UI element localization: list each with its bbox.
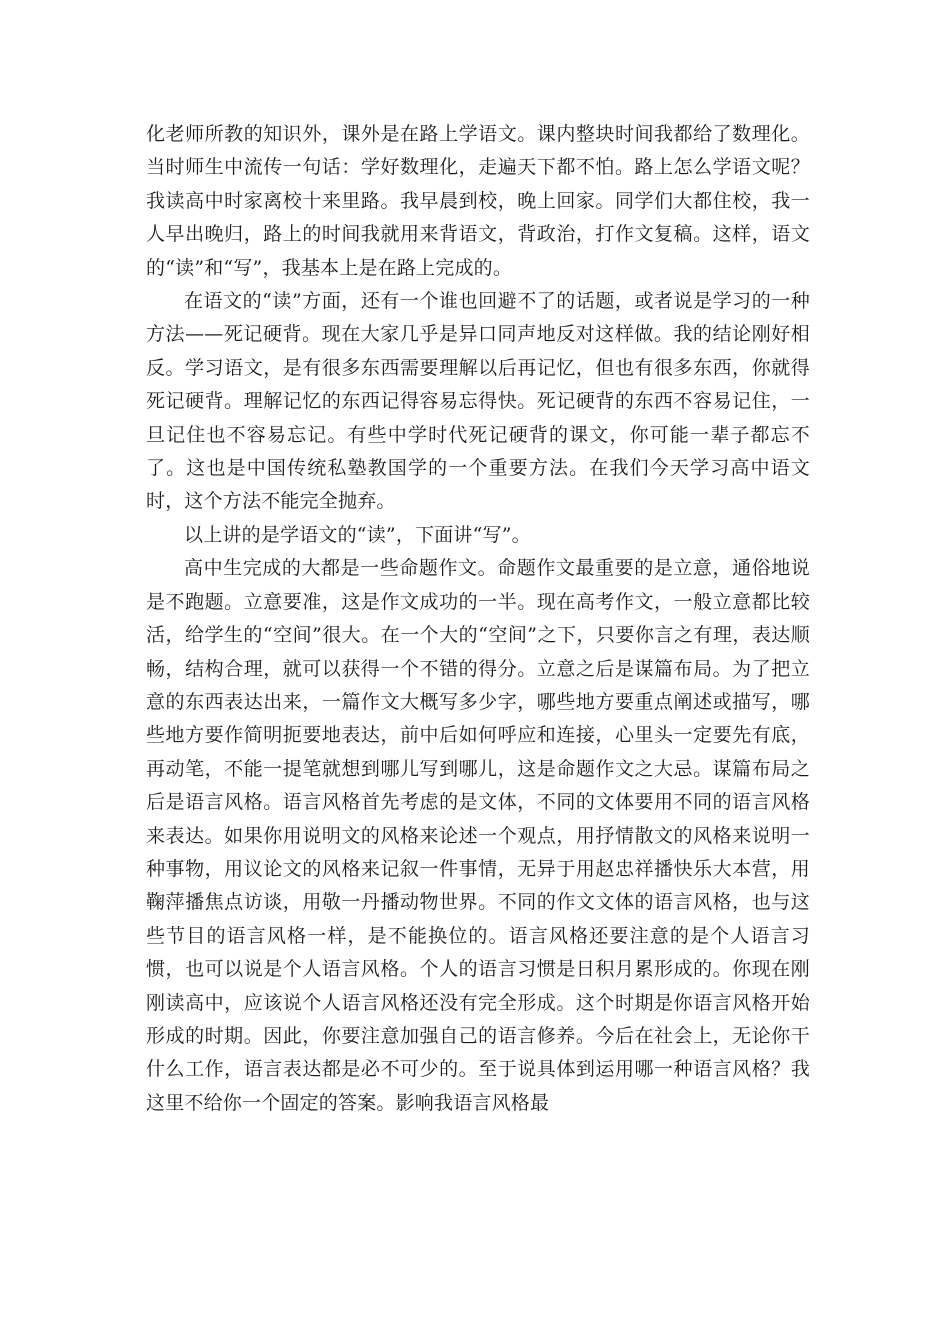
paragraph-transition: 以上讲的是学语文的“读”，下面讲“写”。 <box>184 523 531 546</box>
document-body <box>146 118 810 1120</box>
paragraph-writing: 高中生完成的大都是一些命题作文。命题作文最重要的是立意，通俗地说是不跑题。立意要准，这是作文成功的一半。现在高考作文，一般立意都比较活，给学生的“空间”很大。在一个大的“空间”之下，只要你言之有理，表达顺畅，结构合理，就可以获得一个不错的得分。立意之后是谋篇布局。为了把立意的东西表达出来，一篇作文大概写多少字，哪些地方要重点阐述或描写，哪些地方要作简明扼要地表达，前中后如何呼应和连接，心里头一定要先有底，再动笔，不能一提笔就想到哪儿写到哪儿，这是命题作文之大忌。谋篇布局之后是语言风格。语言风格首先考虑的是文体，不同的文体要用不同的语言风格来表达。如果你用说明文的风格来论述一个观点，用抒情散文的风格来说明一种事物，用议论文的风格来记叙一件事情，无异于用赵忠祥播快乐大本营，用鞠萍播焦点访谈，用敬一丹播动物世界。不同的作文文体的语言风格，也与这些节目的语言风格一样，是不能换位的。语言风格还要注意的是个人语言习惯，也可以说是个人语言风格。个人的语言习惯是日积月累形成的。你现在刚刚读高中，应该说个人语言风格还没有完全形成。这个时期是你语言风格开始形成的时期。因此，你要注意加强自己的语言修养。今后在社会上，无论你干什么工作，语言表达都是必不可少的。至于说具体到运用哪一种语言风格？我这里不给你一个固定的答案。影响我语言风格最 <box>146 557 810 1114</box>
paragraph-rote-memorization: 在语文的“读”方面，还有一个谁也回避不了的话题，或者说是学习的一种方法——死记硬背。现在大家几乎是异口同声地反对这样做。我的结论刚好相反。学习语文，是有很多东西需要理解以后再记忆，但也有很多东西，你就得死记硬背。理解记忆的东西记得容易忘得快。死记硬背的东西不容易记住，一旦记住也不容易忘记。有些中学时代死记硬背的课文，你可能一辈子都忘不了。这也是中国传统私塾教国学的一个重要方法。在我们今天学习高中语文时，这个方法不能完全抛弃。 <box>146 290 810 513</box>
paragraph-continuation: 化老师所教的知识外，课外是在路上学语文。课内整块时间我都给了数理化。当时师生中流传一句话：学好数理化，走遍天下都不怕。路上怎么学语文呢？我读高中时家离校十来里路。我早晨到校，晚上回家。同学们大都住校，我一人早出晚归，路上的时间我就用来背语文，背政治，打作文复稿。这样，语文的“读”和“写”，我基本上是在路上完成的。 <box>146 123 810 279</box>
